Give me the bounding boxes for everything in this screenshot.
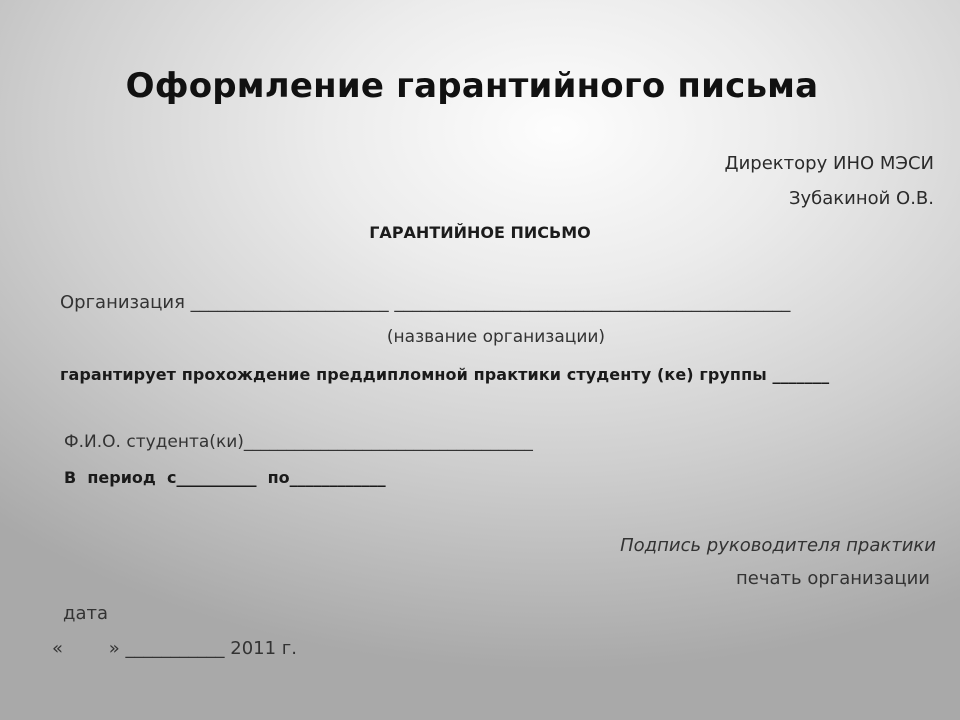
organization-caption: (название организации) — [386, 327, 606, 347]
addressee-name: Зубакиной О.В. — [788, 188, 934, 209]
seal-line: печать организации — [736, 568, 930, 589]
date-line: « » ___________ 2011 г. — [52, 638, 297, 659]
guarantee-line: гарантирует прохождение преддипломной практики студенту (ке) группы _______ — [60, 365, 830, 384]
slide-title: Оформление гарантийного письма — [125, 66, 819, 106]
period-line: В период с__________ по____________ — [64, 468, 386, 487]
student-name-line: Ф.И.О. студента(ки)__________________________________ — [64, 432, 533, 452]
addressee-position: Директору ИНО МЭСИ — [724, 153, 934, 174]
letter-heading: ГАРАНТИЙНОЕ ПИСЬМО — [369, 223, 591, 242]
signature-line: Подпись руководителя практики — [620, 535, 936, 556]
organization-line: Организация ______________________ ____________________________________________ — [60, 292, 791, 313]
date-label: дата — [63, 603, 108, 624]
